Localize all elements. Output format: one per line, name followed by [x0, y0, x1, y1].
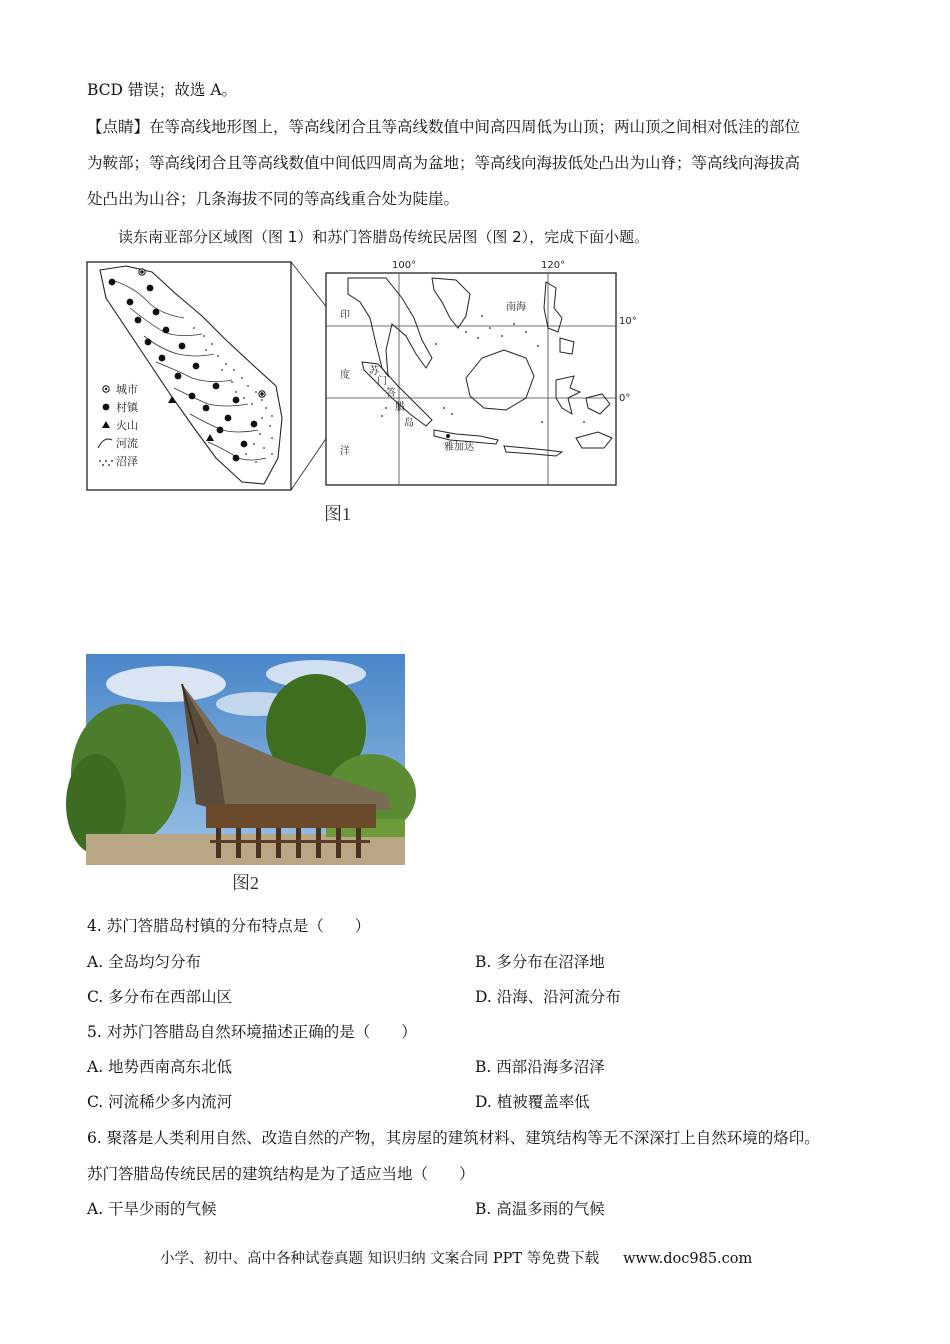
question-6-stem-2: 苏门答腊岛传统民居的建筑结构是为了适应当地（ ） — [87, 1165, 475, 1183]
question-5-option-d[interactable]: D. 植被覆盖率低 — [475, 1093, 590, 1111]
tip-line-1: 【点睛】在等高线地形图上，等高线闭合且等高线数值中间高四周低为山顶；两山顶之间相对低洼的部位 — [87, 118, 801, 136]
label-sumatra-4: 腊 — [395, 402, 405, 413]
question-6-stem-1: 6. 聚落是人类利用自然、改造自然的产物，其房屋的建筑材料、建筑结构等无不深深打上自然环境的烙印。 — [87, 1129, 820, 1147]
question-4-option-b[interactable]: B. 多分布在沼泽地 — [475, 953, 605, 971]
footer-text: 小学、初中、高中各种试卷真题 知识归纳 文案合同 PPT 等免费下载 — [160, 1251, 600, 1267]
legend-river: 河流 — [116, 437, 138, 450]
question-4-option-a[interactable]: A. 全岛均匀分布 — [87, 953, 202, 971]
label-sumatra-2: 门 — [377, 376, 387, 387]
answer-line: BCD 错误；故选 A。 — [87, 81, 238, 99]
question-5-option-a[interactable]: A. 地势西南高东北低 — [87, 1058, 233, 1076]
label-jakarta: 雅加达 — [444, 442, 474, 453]
jakarta-marker — [446, 434, 450, 438]
label-lat-0: 0° — [619, 393, 631, 404]
figure2-caption: 图2 — [232, 873, 259, 893]
label-south-sea: 南海 — [506, 302, 526, 313]
label-sumatra-5: 岛 — [404, 418, 414, 429]
label-lat-10: 10° — [619, 316, 637, 327]
label-indian-1: 印 — [340, 310, 350, 321]
label-lon-120: 120° — [541, 260, 566, 271]
legend-swamp: 沼泽 — [116, 455, 138, 468]
label-lon-100: 100° — [392, 260, 417, 271]
tip-line-3: 处凸出为山谷；几条海拔不同的等高线重合处为陡崖。 — [87, 190, 460, 208]
figure2-house-photo — [86, 654, 405, 865]
footer-url[interactable]: www.doc985.com — [623, 1251, 753, 1267]
tip-line-2: 为鞍部；等高线闭合且等高线数值中间低四周高为盆地；等高线向海拔低处凸出为山脊；等高线向海拔高 — [87, 154, 801, 172]
label-sumatra-3: 答 — [386, 388, 396, 399]
label-indian-3: 洋 — [340, 446, 350, 457]
question-6-option-a[interactable]: A. 干旱少雨的气候 — [87, 1200, 217, 1218]
legend-volcano: 火山 — [116, 419, 138, 432]
question-4-stem: 4. 苏门答腊岛村镇的分布特点是（ ） — [87, 917, 371, 935]
label-indian-2: 度 — [340, 370, 350, 381]
legend-village: 村镇 — [116, 401, 138, 414]
question-5-option-c[interactable]: C. 河流稀少多内流河 — [87, 1093, 233, 1111]
figure1-caption: 图1 — [324, 504, 351, 524]
question-5-option-b[interactable]: B. 西部沿海多沼泽 — [475, 1058, 605, 1076]
figure1-map — [86, 258, 637, 494]
question-6-option-b[interactable]: B. 高温多雨的气候 — [475, 1200, 605, 1218]
label-sumatra-1: 苏 — [369, 366, 379, 377]
question-5-stem: 5. 对苏门答腊岛自然环境描述正确的是（ ） — [87, 1023, 417, 1041]
page-footer — [160, 1247, 752, 1268]
intro-line: 读东南亚部分区域图（图 1）和苏门答腊岛传统民居图（图 2），完成下面小题。 — [118, 228, 650, 246]
question-4-option-d[interactable]: D. 沿海、沿河流分布 — [475, 988, 621, 1006]
legend-village-icon — [103, 404, 110, 411]
legend-city: 城市 — [116, 383, 138, 396]
question-4-option-c[interactable]: C. 多分布在西部山区 — [87, 988, 233, 1006]
